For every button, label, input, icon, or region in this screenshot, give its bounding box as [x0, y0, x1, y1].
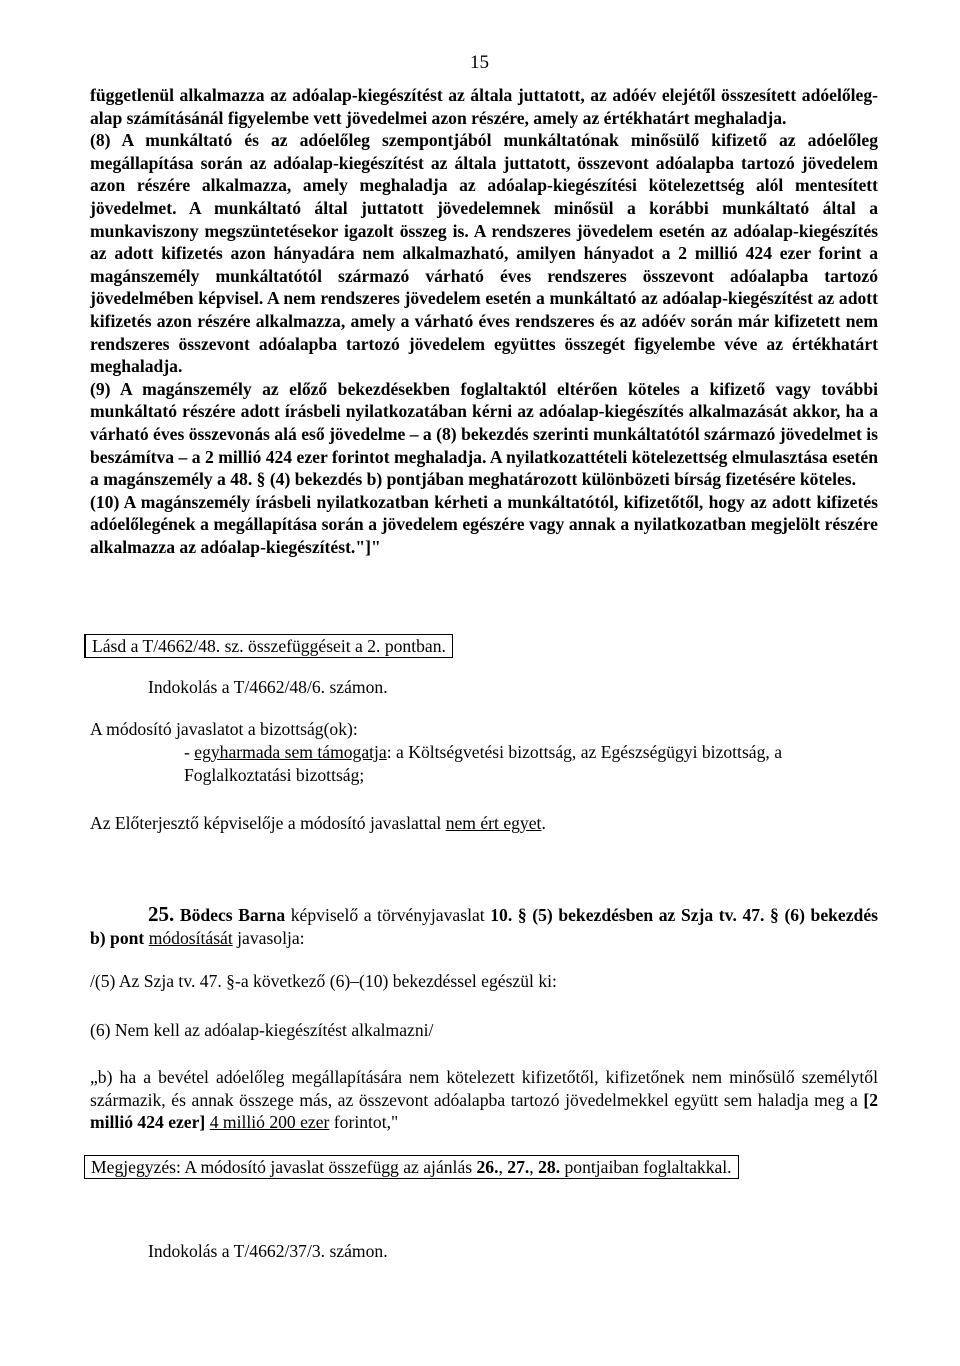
justification-reference: Indokolás a T/4662/48/6. számon. [148, 677, 388, 697]
presenter-opinion: Az Előterjesztő képviselője a módosító javaslattal nem ért egyet. [90, 813, 546, 833]
committees-intro: A módosító javaslatot a bizottság(ok): [90, 719, 358, 739]
reference-box [84, 634, 453, 658]
paragraph-9: (9) A magánszemély az előző bekezdésekben foglaltaktól eltérően köteles a kifizető vagy további munkáltató részére adott írásbeli nyilatkozatában kérni az adóalap-kiegészítés alkalmazását akkor, ha a várható éves összevonás alá eső jövedelme – a (8) bekezdés szerinti munkáltatótól származó jövedelmet is beszámítva – a 2 millió 424 ezer forintot meghaladja. A nyilatkozattételi kötelezettség elmulasztása esetén a magánszemély a 48. § (4) bekezdés b) pontjában meghatározott különbözeti bírság fizetésére köteles. [90, 378, 878, 490]
note-box: Megjegyzés: A módosító javaslat összefügg az ajánlás 26., 27., 28. pontjaiban foglaltakkal. [84, 1155, 739, 1179]
item-25-heading: 25. Bödecs Barna képviselő a törvényjavaslat 10. § (5) bekezdésben az Szja tv. 47. § (6) bekezdés b) pont módosítását javasolja: [90, 902, 878, 948]
amendment-paragraph-b: „b) ha a bevétel adóelőleg megállapítására nem kötelezett kifizetőtől, kifizetőnek nem minősülő személytől származik, és annak összege más, az összevont adóalapba tartozó jövedelmekkel együtt sem haladja meg a [2 millió 424 ezer] 4 millió 200 ezer forintot," [90, 1067, 878, 1133]
reference-text: Lásd a T/4662/48. sz. összefüggéseit a 2. pontban. [92, 636, 446, 656]
page-number: 15 [470, 52, 489, 73]
committees-list [184, 741, 880, 786]
committees-line-1: - egyharmada sem támogatja: a Költségvetési bizottság, az Egészségügyi bizottság, a [184, 742, 783, 762]
justification-reference-2: Indokolás a T/4662/37/3. számon. [148, 1241, 388, 1261]
paragraph-continuation: függetlenül alkalmazza az adóalap-kiegészítést az általa juttatott, az adóév elejétől összesített adóelőleg-alap számításánál figyelembe vett jövedelmei azon részére, amely az értékhatárt meghaladja. [90, 85, 878, 128]
presenter-verdict: nem ért egyet [445, 813, 542, 833]
item-number: 25. [148, 902, 175, 926]
amended-text-block [90, 84, 878, 558]
amendment-line-5: /(5) Az Szja tv. 47. §-a következő (6)–(10) bekezdéssel egészül ki: [90, 971, 557, 991]
committees-line-2: Foglalkoztatási bizottság; [184, 764, 365, 785]
paragraph-10: (10) A magánszemély írásbeli nyilatkozatban kérheti a munkáltatótól, kifizetőtől, hogy az adott kifizetés adóelőlegének a megállapítása során a jövedelem egészére vagy annak a nyilatkozatban megjelölt részére alkalmazza az adóalap-kiegészítést."]" [90, 491, 878, 557]
item-author: Bödecs Barna [179, 905, 286, 925]
paragraph-8: (8) A munkáltató és az adóelőleg szempontjából munkáltatónak minősülő kifizető az adóelőleg megállapítása során az adóalap-kiegészítést az általa juttatott, összevont adóalapba tartozó jövedelem azon részére alkalmazza, amely meghaladja az adóalap-kiegészítési kötelezettség alól mentesített jövedelmet. A munkáltató által juttatott jövedelemnek minősül a korábbi munkáltató által a munkaviszony megszüntetésekor igazolt összeg is. A rendszeres jövedelem esetén az adóalap-kiegészítés az adott kifizetés azon hányadára nem alkalmazható, amilyen hányadot a 2 millió 424 ezer forint a magánszemély munkáltatótól származó várható éves rendszeres összevont adóalapba tartozó jövedelmében képvisel. A nem rendszeres jövedelem esetén a munkáltató az adóalap-kiegészítést az adott kifizetés azon részére alkalmazza, amely a várható éves rendszeres és az adóév során már kifizetett nem rendszeres összevont adóalapba tartozó jövedelem együttes összegét figyelembe véve az értékhatárt meghaladja. [90, 130, 878, 377]
committees-verdict: egyharmada sem támogatja [194, 742, 387, 762]
amendment-line-6: (6) Nem kell az adóalap-kiegészítést alkalmazni/ [90, 1020, 434, 1040]
